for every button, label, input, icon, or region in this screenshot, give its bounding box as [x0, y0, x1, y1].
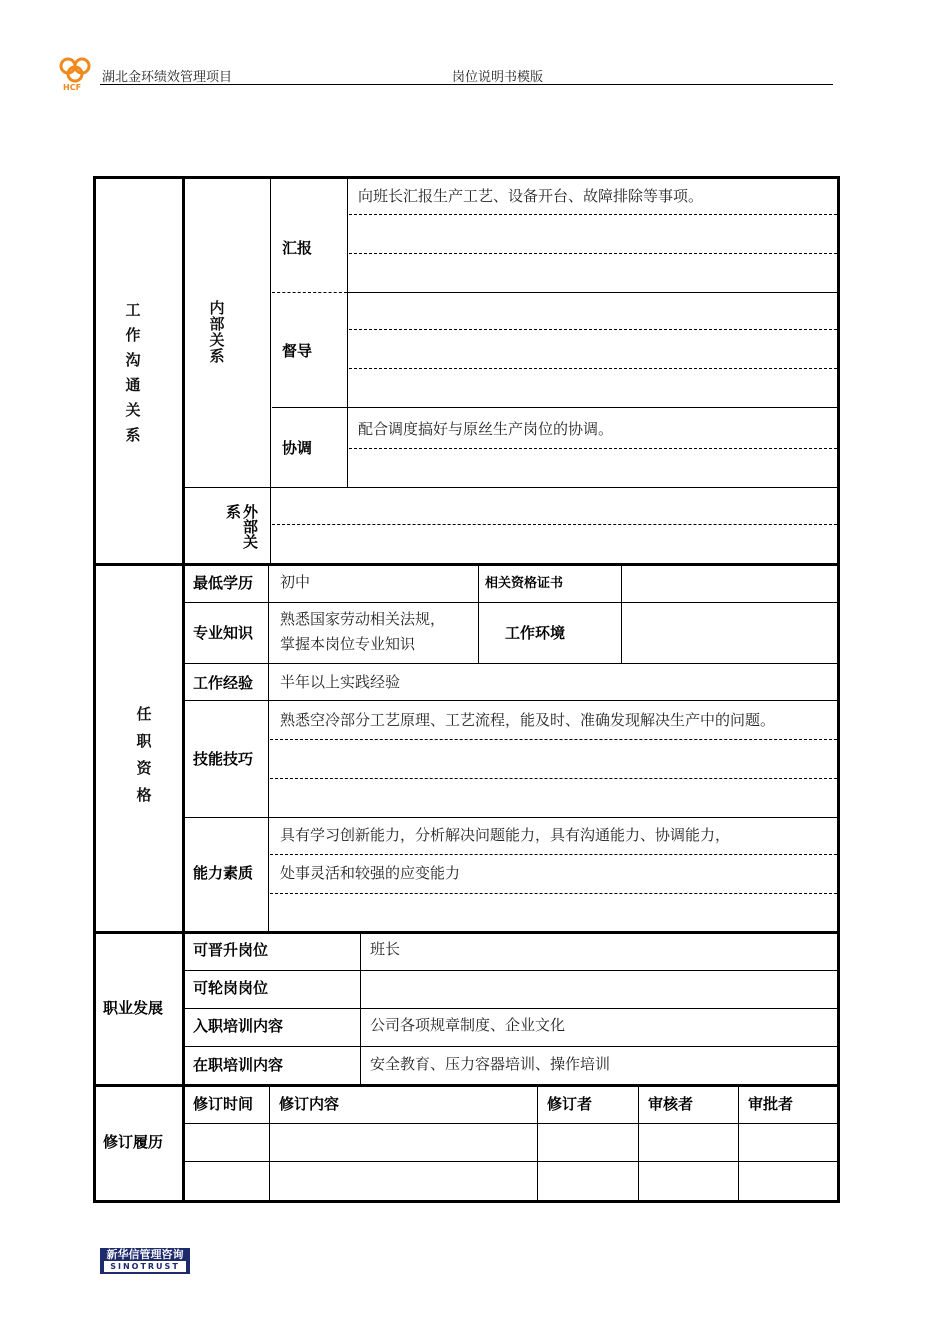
qual-section-label: 任职资格 [136, 705, 152, 804]
onboard-label: 入职培训内容 [193, 1017, 284, 1035]
report-label: 汇报 [282, 239, 313, 257]
revision-section-label: 修订履历 [103, 1133, 164, 1151]
external-label: 外部关系 [224, 504, 259, 549]
revision-header-content: 修订内容 [279, 1095, 340, 1113]
skill-value: 熟悉空冷部分工艺原理、工艺流程，能及时、准确发现解决生产中的问题。 [280, 711, 776, 729]
career-section-label: 职业发展 [103, 999, 164, 1017]
promote-value: 班长 [370, 940, 401, 958]
ability-label: 能力素质 [193, 864, 254, 882]
knowledge-line2: 掌握本岗位专业知识 [280, 635, 416, 653]
hcf-logo-icon [56, 54, 96, 92]
coordinate-text: 配合调度搞好与原丝生产岗位的协调。 [358, 420, 614, 438]
svg-text:HCF: HCF [63, 83, 82, 92]
cert-label: 相关资格证书 [485, 576, 564, 591]
knowledge-line1: 熟悉国家劳动相关法规， [280, 610, 446, 628]
rotate-label: 可轮岗岗位 [193, 979, 269, 997]
sinotrust-logo [100, 1248, 190, 1274]
ability-line1: 具有学习创新能力，分析解决问题能力，具有沟通能力、协调能力， [280, 826, 731, 844]
edu-value: 初中 [280, 573, 311, 591]
comm-section-label: 工作沟通关系 [125, 301, 141, 444]
company-name: 湖北金环绩效管理项目 [102, 70, 233, 85]
revision-header-approver: 审批者 [748, 1095, 794, 1113]
edu-label: 最低学历 [193, 574, 254, 592]
onjob-label: 在职培训内容 [193, 1056, 284, 1074]
onjob-value: 安全教育、压力容器培训、操作培训 [370, 1055, 611, 1073]
skill-label: 技能技巧 [193, 750, 254, 768]
brand-en: SINOTRUST [104, 1261, 186, 1272]
revision-header-time: 修订时间 [193, 1095, 254, 1113]
exp-value: 半年以上实践经验 [280, 673, 401, 691]
internal-label: 内部关系 [209, 299, 225, 365]
ability-line2: 处事灵活和较强的应变能力 [280, 864, 461, 882]
env-label: 工作环境 [505, 624, 566, 642]
header-rule [100, 84, 833, 85]
coordinate-label: 协调 [282, 439, 313, 457]
report-text: 向班长汇报生产工艺、设备开台、故障排除等事项。 [358, 187, 704, 205]
revision-header-reviser: 修订者 [547, 1095, 593, 1113]
knowledge-label: 专业知识 [193, 624, 254, 642]
promote-label: 可晋升岗位 [193, 941, 269, 959]
supervise-label: 督导 [282, 342, 313, 360]
onboard-value: 公司各项规章制度、企业文化 [370, 1016, 566, 1034]
revision-header-reviewer: 审核者 [648, 1095, 694, 1113]
brand-cn: 新华信管理咨询 [106, 1248, 184, 1261]
document-title: 岗位说明书模版 [452, 70, 544, 85]
exp-label: 工作经验 [193, 674, 254, 692]
